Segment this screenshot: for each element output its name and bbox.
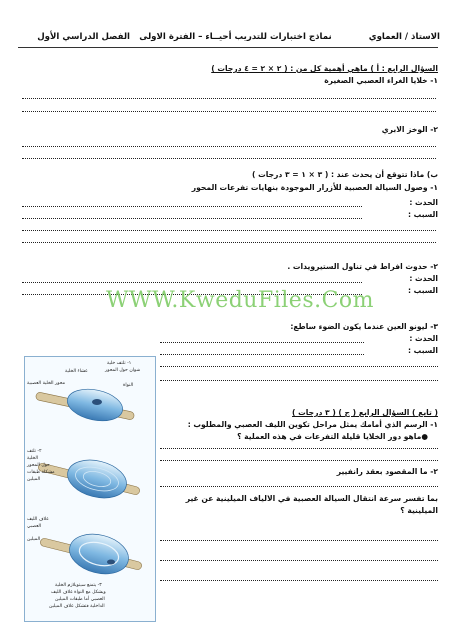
q4c-item1: ١- الرسم الذي أمامك يمثل مراحل تكوين الليف العصبي والمطلوب : [187, 420, 438, 429]
diagram-label: الخلية [27, 456, 39, 461]
q4a-item2: ٢- الوخز الابري [381, 125, 438, 134]
diagram-label: الميلين [27, 537, 41, 542]
cause-label: السبب : [407, 346, 438, 355]
answer-line [22, 158, 436, 160]
answer-line [160, 380, 438, 382]
q4b-heading: ب) ماذا تتوقع أن يحدث عند : ( ٣ × ١ = ٣ درجات ) [251, 170, 438, 179]
diagram-label: ويشكل مع النواة غلاف الليف [51, 590, 106, 595]
diagram-label: الداخلية فتشكل غلاف الميلين [49, 604, 105, 609]
answer-line [22, 111, 436, 113]
q4a-heading: السؤال الرابع : أ ) ماهي أهمية كل من : ( ٢ × ٢ = ٤ درجات ) [211, 64, 438, 73]
diagram-label: ٣- يتمنع سيتوبلازم الخلية [55, 583, 102, 588]
diagram-label: غلاف الليف [27, 517, 49, 522]
teacher-name: الاستاذ / العماوي [368, 32, 440, 42]
event-label: الحدث : [409, 274, 438, 283]
q4a-item1: ١- خلايا الغراء العصبي الصغيرة [324, 76, 438, 85]
diagram-label: محور الخلية العصبية [27, 381, 66, 386]
stage1-axon [35, 385, 134, 426]
diagram-label: مشكلة طبقات [27, 470, 55, 475]
watermark-text: WWW.KweduFiles.Com [105, 288, 375, 313]
answer-line [22, 242, 436, 244]
q4b-item3: ٣- ليونو العين عندما يكون الضوء ساطع: [290, 322, 438, 331]
q4b-item2: ٢- حدوث افراط في تناول الستيرويدات . [287, 262, 438, 271]
q4b-item1: ١- وصول السيالة العصبية للأزرار الموجودة بنهايات تفرعات المحور [191, 183, 438, 192]
answer-line [160, 448, 438, 450]
answer-line [22, 218, 362, 220]
diagram-label: ١- تلتف خلية [107, 361, 132, 366]
diagram-label: الميلين [27, 477, 41, 482]
event-label: الحدث : [409, 334, 438, 343]
q4c-heading: ( تابع ) السؤال الرابع ( ج ) ( ٣ درجات ) [292, 408, 438, 417]
answer-line [22, 98, 436, 100]
diagram-label: ٢- تلتف [27, 449, 42, 454]
answer-line [22, 146, 436, 148]
q4c-item3-line1: بما تفسر سرعة انتقال السيالة العصبية في الالياف الميلينية عن غير [185, 494, 438, 503]
answer-line [22, 230, 436, 232]
stage3-axon [40, 528, 143, 579]
diagram-label: شوان حول المحور [105, 368, 141, 373]
diagram-label: حول المحور [27, 463, 50, 468]
stage2-axon [38, 454, 141, 503]
answer-line [22, 206, 362, 208]
answer-line [160, 460, 438, 462]
q4c-item3-line2: الميلينية ؟ [400, 506, 438, 515]
cause-label: السبب : [407, 210, 438, 219]
cause-label: السبب : [407, 286, 438, 295]
answer-line [160, 540, 438, 542]
answer-line [160, 486, 438, 488]
diagram-label: العصبي أما طبقات الميلين [55, 597, 105, 602]
q4c-item1-sub: ●ماهو دور الخلايا قليلة التفرعات في هذه العملية ؟ [237, 432, 428, 441]
diagram-label: غشاء الخلية [65, 369, 88, 374]
answer-line [160, 354, 364, 356]
answer-line [160, 580, 438, 582]
answer-line [160, 560, 438, 562]
answer-line [160, 366, 438, 368]
myelination-diagram [24, 356, 156, 622]
header-rule [18, 47, 438, 48]
event-label: الحدث : [409, 198, 438, 207]
diagram-label: النواة [123, 383, 134, 388]
page-title: نماذج اختبارات للتدريب أحيــاء – الفترة الاولى [139, 32, 332, 42]
answer-line [160, 342, 364, 344]
diagram-label: العصبي [27, 524, 42, 529]
q4c-item2: ٢- ما المقصود بعقد رانفيير [336, 467, 438, 476]
answer-line [22, 282, 362, 284]
myelination-illustration [25, 357, 155, 621]
semester-label: الفصل الدراسي الأول [37, 32, 130, 42]
